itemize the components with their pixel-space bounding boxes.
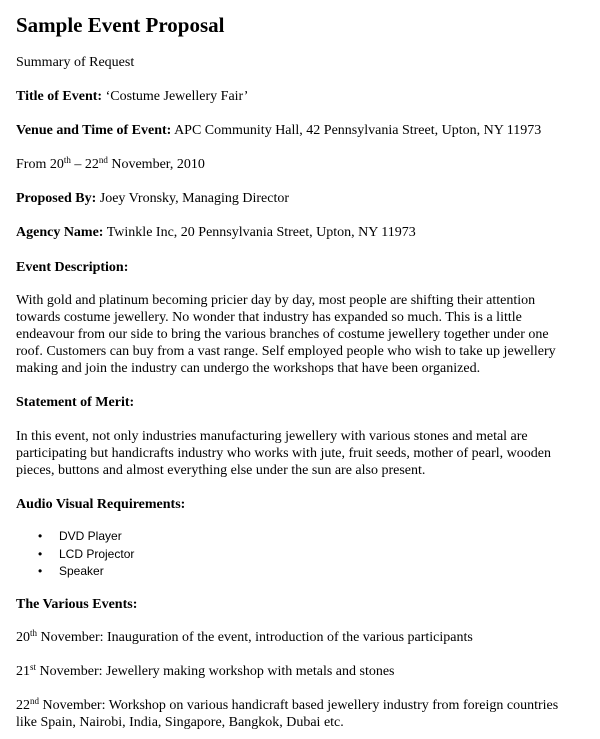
agency-label: Agency Name: — [16, 225, 104, 240]
event-line — [16, 697, 586, 731]
event-description-heading: Event Description: — [16, 260, 129, 275]
text-line: participating but handicrafts industry who works with jute, fruit seeds, mother of pearl, wooden — [16, 446, 551, 461]
event-day: 20 — [16, 630, 30, 645]
list-item — [33, 546, 600, 564]
dates-start: From 20 — [16, 157, 64, 172]
agency-value: Twinkle Inc, 20 Pennsylvania Street, Upton, NY 11973 — [106, 225, 416, 240]
text-line: pieces, buttons and almost everything else under the sun are also present. — [16, 463, 426, 478]
text-line: roof. Customers can buy from a vast range. Self employed people who wish to take up jewellery — [16, 344, 556, 359]
proposed-by-label: Proposed By: — [16, 191, 97, 206]
event-title-label: Title of Event: — [16, 89, 103, 104]
text-line: endeavour from our side to bring the various branches of costume jewellery together under one — [16, 327, 549, 342]
list-item-label: LCD Projector — [59, 546, 135, 561]
event-day-suffix: nd — [30, 696, 39, 706]
venue-line — [16, 122, 586, 139]
list-item-label: DVD Player — [59, 529, 122, 543]
bullet-icon: • — [38, 546, 43, 561]
event-description-body — [16, 292, 586, 377]
text-line — [16, 697, 586, 714]
various-events-heading: The Various Events: — [16, 597, 138, 612]
event-day-suffix: th — [30, 628, 38, 638]
event-title-value: ‘Costume Jewellery Fair’ — [105, 89, 249, 104]
summary-line: Summary of Request — [16, 55, 135, 70]
event-text: November: Workshop on various handicraft based jewellery industry from foreign countries — [39, 698, 559, 713]
text-line: like Spain, Nairobi, India, Singapore, Bangkok, Dubai etc. — [16, 715, 344, 730]
list-item — [33, 528, 600, 546]
av-requirements-list — [33, 528, 600, 581]
event-line — [16, 629, 586, 646]
list-item — [33, 563, 600, 581]
event-title-line — [16, 88, 586, 105]
event-day: 22 — [16, 698, 30, 713]
event-line — [16, 663, 586, 680]
proposed-by-line — [16, 190, 586, 207]
statement-of-merit-body — [16, 428, 586, 479]
dates-line — [16, 156, 586, 173]
text-line: In this event, not only industries manufacturing jewellery with various stones and metal are — [16, 429, 528, 444]
statement-of-merit-heading: Statement of Merit: — [16, 395, 135, 410]
dates-sup-end: nd — [98, 155, 108, 165]
event-text: November: Jewellery making workshop with metals and stones — [36, 664, 395, 679]
dates-end: – 22 — [70, 157, 99, 172]
list-item-label: Speaker — [59, 564, 104, 578]
text-line: towards costume jewellery. No wonder that industry has expanded so much. This is a little — [16, 310, 522, 325]
event-text: November: Inauguration of the event, introduction of the various participants — [37, 630, 473, 645]
text-line: making and join the industry can undergo the workshops that have been organized. — [16, 361, 481, 376]
event-day-suffix: st — [30, 662, 37, 672]
text-line: With gold and platinum becoming pricier day by day, most people are shifting their attention — [16, 293, 536, 308]
bullet-icon: • — [38, 529, 43, 543]
proposed-by-value: Joey Vronsky, Managing Director — [99, 191, 290, 206]
dates-sup-start: th — [63, 155, 71, 165]
av-requirements-heading: Audio Visual Requirements: — [16, 497, 186, 512]
page-title: Sample Event Proposal — [16, 13, 225, 37]
agency-line — [16, 224, 586, 241]
bullet-icon: • — [38, 564, 43, 578]
venue-value: APC Community Hall, 42 Pennsylvania Street, Upton, NY 11973 — [174, 123, 542, 138]
event-day: 21 — [16, 664, 30, 679]
venue-label: Venue and Time of Event: — [16, 123, 172, 138]
dates-suffix: November, 2010 — [107, 157, 205, 172]
